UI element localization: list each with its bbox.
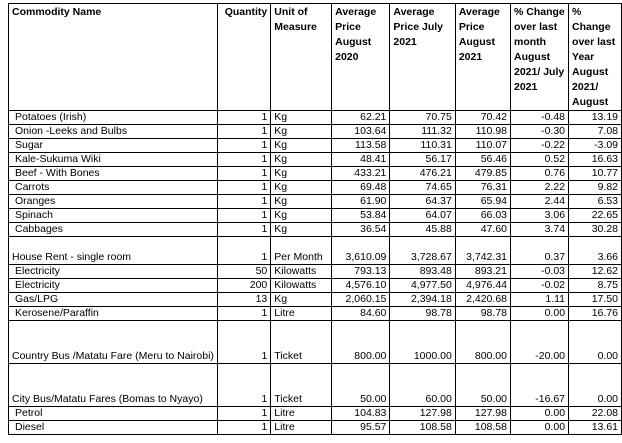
cell-avg-price-aug-2020: 4,576.10 [332,279,390,293]
table-row [9,237,622,265]
cell-pct-change-year: 8.75 [569,279,622,293]
table-row [9,167,622,181]
cell-avg-price-jul-2021: 70.75 [390,111,455,125]
cell-pct-change-year: 0.00 [569,321,622,364]
cell-quantity: 1 [217,364,270,407]
header-commodity-name: Commodity Name [9,4,218,111]
cell-avg-price-jul-2021: 74.65 [390,181,455,195]
table-row [9,125,622,139]
cell-pct-change-year: 9.82 [569,181,622,195]
cell-avg-price-aug-2020: 48.41 [332,153,390,167]
cell-pct-change-month: 0.37 [511,237,569,265]
cell-commodity-name: Electricity [9,279,218,293]
cell-unit: Ticket [271,364,332,407]
cell-avg-price-aug-2021: 56.46 [455,153,510,167]
cell-unit: Kg [271,195,332,209]
cell-commodity-name: House Rent - single room [9,237,218,265]
cell-quantity: 1 [217,421,270,435]
table-row [9,209,622,223]
cell-avg-price-aug-2021: 70.42 [455,111,510,125]
cell-avg-price-aug-2021: 47.60 [455,223,510,237]
cell-commodity-name: Oranges [9,195,218,209]
table-row [9,421,622,435]
cell-quantity: 1 [217,195,270,209]
cell-avg-price-aug-2021: 2,420.68 [455,293,510,307]
table-row [9,111,622,125]
cell-commodity-name: Petrol [9,407,218,421]
cell-avg-price-jul-2021: 111.32 [390,125,455,139]
cell-avg-price-aug-2020: 433.21 [332,167,390,181]
cell-commodity-name: City Bus/Matatu Fares (Bomas to Nyayo) [9,364,218,407]
cell-commodity-name: Gas/LPG [9,293,218,307]
cell-pct-change-year: 3.66 [569,237,622,265]
cell-pct-change-year: 30.28 [569,223,622,237]
cell-pct-change-month: -0.22 [511,139,569,153]
table-row [9,279,622,293]
cell-quantity: 1 [217,407,270,421]
cell-pct-change-year: 7.08 [569,125,622,139]
cell-avg-price-aug-2021: 98.78 [455,307,510,321]
cell-pct-change-month: 0.76 [511,167,569,181]
cell-quantity: 1 [217,209,270,223]
table-row [9,153,622,167]
cell-avg-price-jul-2021: 476.21 [390,167,455,181]
cell-quantity: 1 [217,237,270,265]
table-row [9,139,622,153]
cell-pct-change-year: -3.09 [569,139,622,153]
header-pct-change-year: % Change over last Year August 2021/ August [569,4,622,111]
cell-pct-change-month: -0.30 [511,125,569,139]
cell-unit: Kg [271,153,332,167]
cell-unit: Litre [271,307,332,321]
cell-pct-change-month: 3.06 [511,209,569,223]
cell-unit: Kg [271,139,332,153]
cell-pct-change-year: 0.00 [569,364,622,407]
table-row [9,293,622,307]
cell-commodity-name: Electricity [9,265,218,279]
table-row [9,321,622,364]
header-pct-change-month: % Change over last month August 2021/ July 2021 [511,4,569,111]
cell-unit: Kg [271,209,332,223]
cell-pct-change-month: -0.48 [511,111,569,125]
cell-pct-change-year: 22.08 [569,407,622,421]
cell-avg-price-aug-2021: 110.98 [455,125,510,139]
cell-quantity: 50 [217,265,270,279]
cell-avg-price-jul-2021: 45.88 [390,223,455,237]
cell-commodity-name: Diesel [9,421,218,435]
header-avg-price-aug-2021: Average Price August 2021 [455,4,510,111]
cell-avg-price-aug-2020: 69.48 [332,181,390,195]
cell-quantity: 1 [217,181,270,195]
cell-avg-price-aug-2021: 127.98 [455,407,510,421]
cell-pct-change-month: -20.00 [511,321,569,364]
cell-pct-change-month: 1.11 [511,293,569,307]
table-row [9,407,622,421]
cell-quantity: 1 [217,321,270,364]
cell-avg-price-aug-2020: 800.00 [332,321,390,364]
cell-pct-change-month: 0.00 [511,421,569,435]
cell-pct-change-month: 2.44 [511,195,569,209]
cell-avg-price-jul-2021: 64.07 [390,209,455,223]
cell-commodity-name: Carrots [9,181,218,195]
cell-unit: Litre [271,407,332,421]
cell-avg-price-aug-2021: 110.07 [455,139,510,153]
cell-pct-change-year: 6.53 [569,195,622,209]
cell-avg-price-aug-2021: 66.03 [455,209,510,223]
cell-avg-price-aug-2021: 50.00 [455,364,510,407]
cell-pct-change-year: 17.50 [569,293,622,307]
cell-unit: Ticket [271,321,332,364]
cell-commodity-name: Spinach [9,209,218,223]
cell-commodity-name: Beef - With Bones [9,167,218,181]
cell-avg-price-jul-2021: 110.31 [390,139,455,153]
cell-pct-change-month: 0.00 [511,407,569,421]
cell-avg-price-aug-2021: 4,976.44 [455,279,510,293]
cell-unit: Per Month [271,237,332,265]
table-body [9,111,622,435]
cell-pct-change-month: 3.74 [511,223,569,237]
table-row [9,195,622,209]
cell-pct-change-month: -16.67 [511,364,569,407]
cell-avg-price-aug-2020: 36.54 [332,223,390,237]
cell-commodity-name: Country Bus /Matatu Fare (Meru to Nairobi) [9,321,218,364]
cell-quantity: 200 [217,279,270,293]
header-avg-price-jul-2021: Average Price July 2021 [390,4,455,111]
table-row [9,181,622,195]
table-row [9,307,622,321]
cell-quantity: 1 [217,307,270,321]
header-avg-price-aug-2020: Average Price August 2020 [332,4,390,111]
cell-avg-price-aug-2020: 104.83 [332,407,390,421]
cell-avg-price-aug-2021: 3,742.31 [455,237,510,265]
table-row [9,364,622,407]
cell-quantity: 1 [217,111,270,125]
cell-commodity-name: Kale-Sukuma Wiki [9,153,218,167]
cell-pct-change-year: 12.62 [569,265,622,279]
cell-commodity-name: Kerosene/Paraffin [9,307,218,321]
cell-avg-price-aug-2020: 113.58 [332,139,390,153]
cell-avg-price-aug-2021: 76.31 [455,181,510,195]
cell-unit: Kg [271,293,332,307]
cell-avg-price-aug-2020: 50.00 [332,364,390,407]
cell-pct-change-year: 16.76 [569,307,622,321]
cell-pct-change-month: 0.52 [511,153,569,167]
cell-avg-price-aug-2021: 479.85 [455,167,510,181]
cell-avg-price-jul-2021: 3,728.67 [390,237,455,265]
cell-quantity: 1 [217,139,270,153]
cell-avg-price-aug-2020: 84.60 [332,307,390,321]
cell-avg-price-jul-2021: 1000.00 [390,321,455,364]
cell-avg-price-jul-2021: 893.48 [390,265,455,279]
cell-unit: Kg [271,181,332,195]
cell-pct-change-year: 10.77 [569,167,622,181]
cell-quantity: 1 [217,153,270,167]
cell-pct-change-year: 13.61 [569,421,622,435]
cell-avg-price-aug-2020: 62.21 [332,111,390,125]
cell-commodity-name: Sugar [9,139,218,153]
cell-avg-price-aug-2020: 793.13 [332,265,390,279]
cell-avg-price-aug-2021: 65.94 [455,195,510,209]
cell-quantity: 13 [217,293,270,307]
cell-quantity: 1 [217,125,270,139]
cell-commodity-name: Potatoes (Irish) [9,111,218,125]
cell-avg-price-jul-2021: 4,977.50 [390,279,455,293]
cell-unit: Kilowatts [271,265,332,279]
cell-avg-price-jul-2021: 127.98 [390,407,455,421]
cell-pct-change-month: 0.00 [511,307,569,321]
cell-avg-price-jul-2021: 56.17 [390,153,455,167]
table-row [9,265,622,279]
cell-avg-price-jul-2021: 2,394.18 [390,293,455,307]
cell-commodity-name: Onion -Leeks and Bulbs [9,125,218,139]
cell-pct-change-year: 16.63 [569,153,622,167]
cell-avg-price-jul-2021: 64.37 [390,195,455,209]
cell-quantity: 1 [217,167,270,181]
cell-avg-price-aug-2021: 108.58 [455,421,510,435]
commodity-price-table [8,3,622,435]
cell-quantity: 1 [217,223,270,237]
cell-unit: Kg [271,223,332,237]
cell-pct-change-month: -0.02 [511,279,569,293]
cell-avg-price-jul-2021: 60.00 [390,364,455,407]
cell-avg-price-aug-2020: 103.64 [332,125,390,139]
cell-avg-price-aug-2020: 53.84 [332,209,390,223]
cell-avg-price-aug-2020: 95.57 [332,421,390,435]
cell-avg-price-jul-2021: 108.58 [390,421,455,435]
cell-unit: Kg [271,111,332,125]
header-quantity: Quantity [217,4,270,111]
cell-avg-price-jul-2021: 98.78 [390,307,455,321]
cell-pct-change-month: 2.22 [511,181,569,195]
cell-avg-price-aug-2021: 800.00 [455,321,510,364]
cell-avg-price-aug-2020: 2,060.15 [332,293,390,307]
cell-pct-change-month: -0.03 [511,265,569,279]
cell-unit: Kg [271,125,332,139]
cell-unit: Litre [271,421,332,435]
cell-pct-change-year: 13.19 [569,111,622,125]
cell-avg-price-aug-2021: 893.21 [455,265,510,279]
cell-avg-price-aug-2020: 61.90 [332,195,390,209]
cell-commodity-name: Cabbages [9,223,218,237]
cell-avg-price-aug-2020: 3,610.09 [332,237,390,265]
table-row [9,223,622,237]
cell-unit: Kilowatts [271,279,332,293]
header-row [9,4,622,111]
cell-pct-change-year: 22.65 [569,209,622,223]
header-unit-of-measure: Unit of Measure [271,4,332,111]
cell-unit: Kg [271,167,332,181]
